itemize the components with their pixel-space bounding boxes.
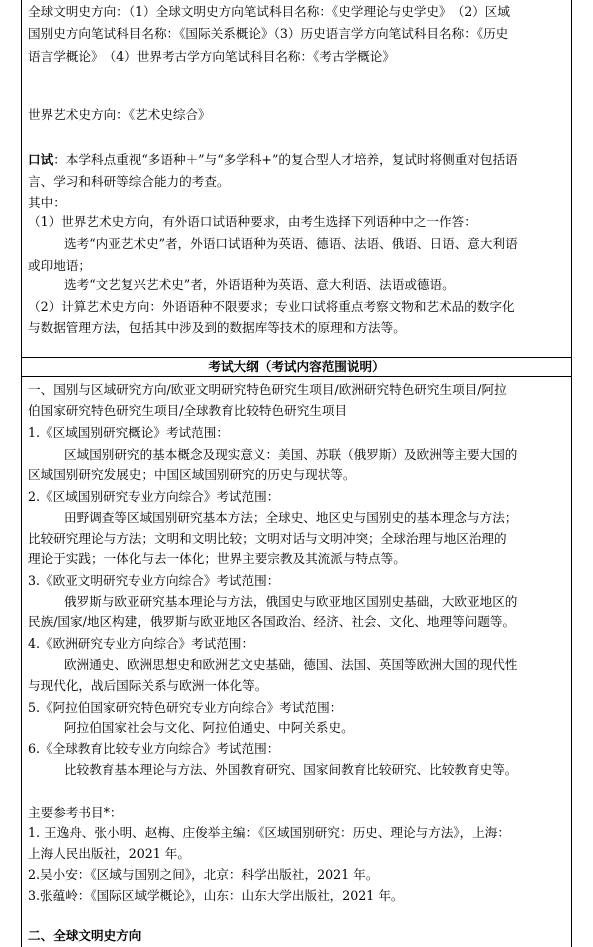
text-line: 理论于实践；一体化与去一体化；世界主要宗教及其流派与特点等。 [28,551,406,566]
text-line: 比较教育基本理论与方法、外国教育研究、国家间教育比较研究、比较教育史等。 [64,762,518,777]
section-heading: 二、全球文明史方向 [28,928,142,943]
text-line: 4.《欧洲研究专业方向综合》考试范围： [28,636,255,651]
text-line: 一、国别与区域研究方向/欧亚文明研究特色研究生项目/欧洲研究特色研究生项目/阿拉 [28,382,507,397]
oral-exam-line: 口试：本学科点重视“多语种＋”与“多学科+”的复合型人才培养，复试时将侧重对包括语 [28,152,518,167]
reference-item: 2.吴小安：《区域与国别之间》，北京：科学出版社，2021 年。 [28,867,379,882]
text-line: 阿拉伯国家社会与文化、阿拉伯通史、中阿关系史。 [64,720,354,735]
text-line: 民族/国家/地区构建，俄罗斯与欧亚地区各国政治、经济、社会、文化、地理等问题等。 [28,614,516,629]
text-line: 与数据管理方法，包括其中涉及到的数据库等技术的原理和方法等。 [28,320,406,335]
text-line: 全球文明史方向：（1）全球文明史方向笔试科目名称：《史学理论与史学史》 （2）区域 [28,4,510,19]
references-heading: 主要参考书目*： [28,805,123,820]
text-line: 与现代化，战后国际关系与欧洲一体化等。 [28,678,268,693]
text-line: 言、学习和科研等综合能力的考查。 [28,174,230,189]
text-line: 世界艺术史方向：《艺术史综合》 [28,107,211,122]
text-line: 语言学概论》 （4）世界考古学方向笔试科目名称：《考古学概论》 [28,49,395,64]
text-line: 区域国别研究的基本概念及现实意义：美国、苏联（俄罗斯）及欧洲等主要大国的 [64,447,518,462]
reference-item: 3.张蕴岭：《国际区域学概论》，山东：山东大学出版社，2021 年。 [28,888,404,903]
reference-item: 上海人民出版社，2021 年。 [28,846,190,861]
text-line: 国别史方向笔试科目名称：《国际关系概论》（3）历史语言学方向笔试科目名称：《历史 [28,26,509,41]
text-line: 6.《全球教育比较专业方向综合》考试范围： [28,741,280,756]
text-line: 选考“内亚艺术史”者，外语口试语种为英语、德语、法语、俄语、日语、意大利语 [64,236,518,251]
text-line: 区域国别研究发展史；中国区域国别研究的历史与现状等。 [28,467,356,482]
text-line: 选考“文艺复兴艺术史”者，外语语种为英语、意大利语、法语或德语。 [64,277,455,292]
text-line: 或印地语； [28,258,91,273]
text-line: 3.《欧亚文明研究专业方向综合》考试范围： [28,573,280,588]
table-divider [21,376,572,377]
outline-header: 考试大纲（考试内容范围说明） [208,359,385,374]
text-line: （1）世界艺术史方向，有外语口试语种要求，由考生选择下列语种中之一作答： [28,214,477,229]
text-line: 伯国家研究特色研究生项目/全球教育比较特色研究生项目 [28,403,348,418]
text-line: 田野调查等区域国别研究基本方法；全球史、地区史与国别史的基本理念与方法； [64,510,518,525]
oral-exam-label: 口试 [28,152,54,167]
text-line: 5.《阿拉伯国家研究特色研究专业方向综合》考试范围： [28,700,343,715]
text-line: 2.《区域国别研究专业方向综合》考试范围： [28,489,280,504]
text-line: 俄罗斯与欧亚研究基本理论与方法，俄国史与欧亚地区国别史基础，大欧亚地区的 [64,594,518,609]
text-line: （2）计算艺术史方向：外语语种不限要求；专业口试将重点考察文物和艺术品的数字化 [28,299,515,314]
text-line: 欧洲通史、欧洲思想史和欧洲艺文史基础，德国、法国、英国等欧洲大国的现代性 [64,657,518,672]
text-line: 比较研究理论与方法；文明和文明比较；文明对话与文明冲突；全球治理与地区治理的 [28,531,507,546]
text-line: 1.《区域国别研究概论》考试范围： [28,425,229,440]
text-line: 其中： [28,195,66,210]
reference-item: 1. 王逸舟、张小明、赵梅、庄俊举主编：《区域国别研究：历史、理论与方法》，上海： [28,825,510,840]
